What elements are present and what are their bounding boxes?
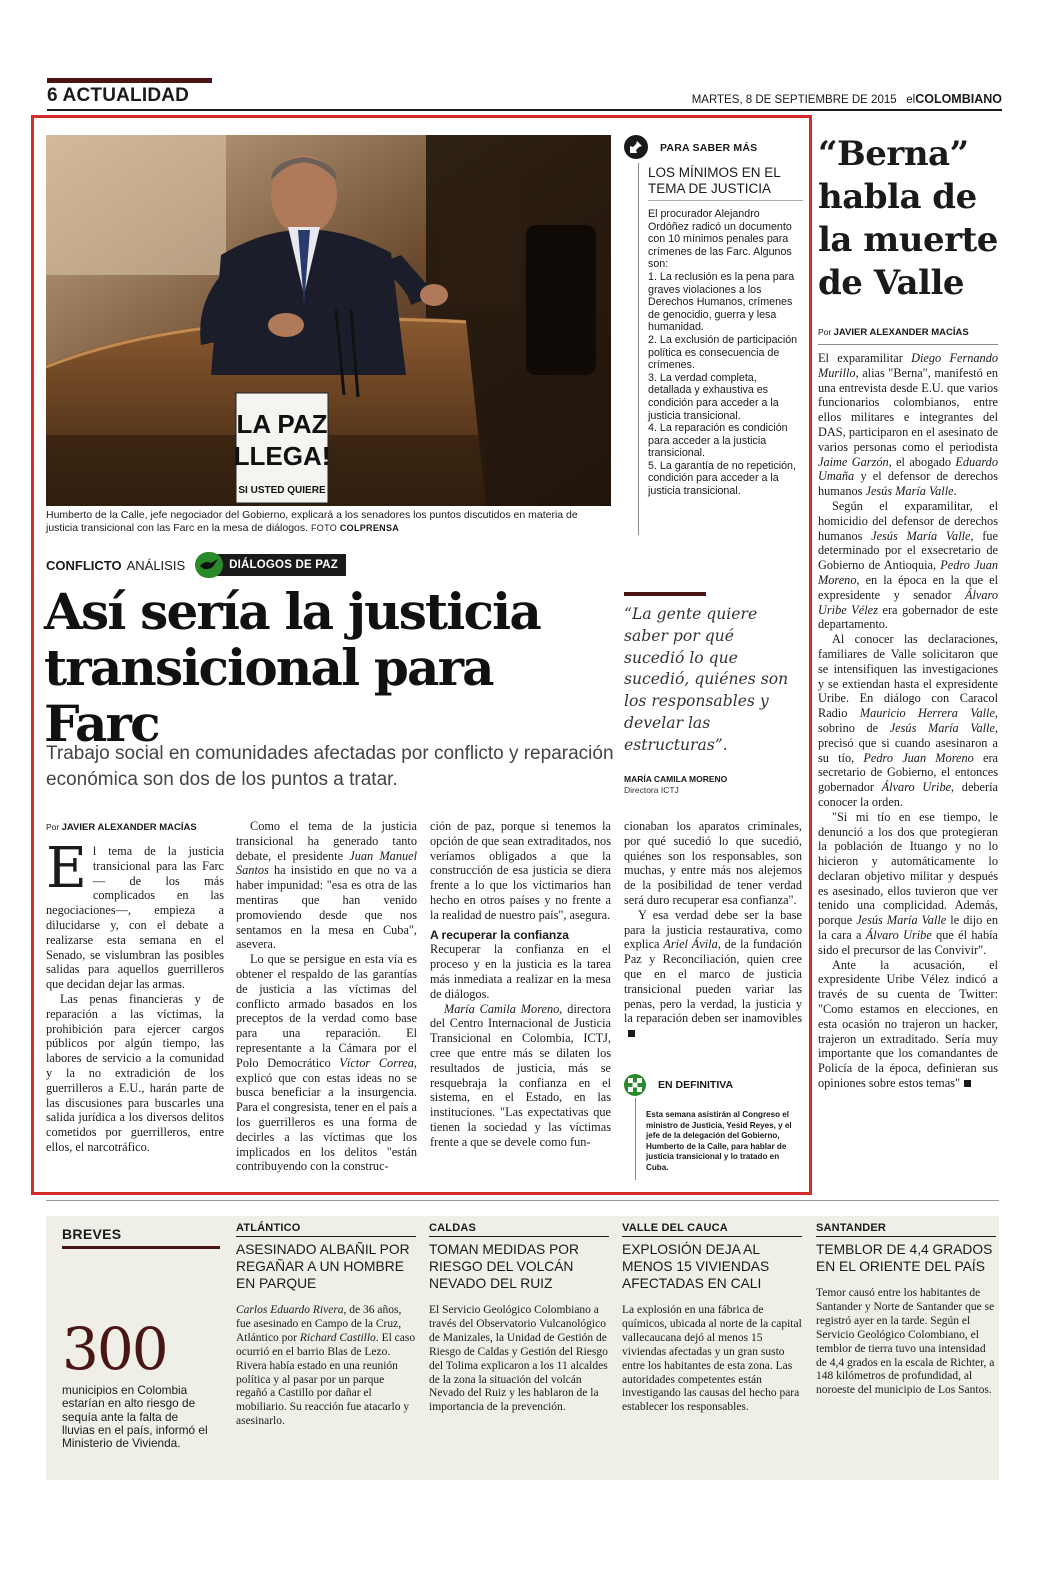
en-definitiva-body: Esta semana asistirán al Congreso el ministro de Justicia, Yesid Reyes, y el jefe de la delegación del Gobierno, Humberto de la Calle, para hablar de justicia transicional y lo tratado en Cuba. [646,1110,792,1172]
list-item: 2. La exclusión de participación política es consecuencia de crímenes. [648,333,798,372]
article-subhead: Trabajo social en comunidades afectadas por conflicto y reparación económica son dos de los puntos a tratar. [46,743,614,790]
breve-body: La explosión en una fábrica de químicos, ubicada al norte de la capital vallecaucana dejó al menos 15 viviendas afectadas y un gran susto entre los habitantes de esta zona. Las autoridades competentes están investigando las causas del hecho para establecer los responsables. [622,1304,802,1414]
breve-caldas [429,1222,609,1415]
photo-caption [46,509,611,535]
article-kicker [46,552,346,578]
kicker-primary: CONFLICTO [46,557,122,573]
breve-title: TEMBLOR DE 4,4 GRADOS EN EL ORIENTE DEL PAÍS [816,1242,993,1274]
photo-credit: FOTO COLPRENSA [310,523,400,533]
en-definitiva-box [624,1074,802,1184]
article-byline: Por JAVIER ALEXANDER MACÍAS [46,822,197,833]
kicker-secondary: ANÁLISIS [126,557,186,573]
breve-rule [429,1236,609,1237]
article-column-4: cionaban los aparatos criminales, por qué sucedió lo que sucedió, quiénes son los responsables, son muchas, y entre más nos alejemos de la posibilidad de tener verdad será duro recuperar esa confianza". Y esa verdad debe ser la base para la justicia restaurativa, como explica Ariel Ávila, de la fundación Paz y Reconciliación, quien cree que en el marco de justicia transicional pueden variar las penas, pero la verdad, la justicia y la reparación deben ser inamovibles [624,819,802,1041]
breve-title: EXPLOSIÓN DEJA AL MENOS 15 VIVIENDAS AFECTADAS EN CALI [622,1242,770,1291]
breve-tag: VALLE DEL CAUCA [622,1222,728,1234]
quote-role: Directora ICTJ [624,785,679,795]
sign-line2: LLEGA! [233,441,331,471]
dropcap: E [46,836,87,901]
subtitle-recuperar-confianza: A recuperar la confianza [430,927,569,942]
article-headline: Así sería la justicia transicional para Farc [44,582,540,753]
sign-line1: LA PAZ [236,409,328,439]
breves-big-note: municipios en Colombia estarían en alto riesgo de sequía ante la falta de lluvias en el país, informó el Ministerio de Vivienda. [62,1383,208,1451]
breves-label: BREVES [62,1226,122,1242]
pin-icon [624,135,648,159]
header-rule [47,109,1002,111]
para-saber-mas-box [624,135,802,537]
photo-illustration [46,135,611,506]
issue-date: MARTES, 8 DE SEPTIEMBRE DE 2015 [691,94,897,106]
berna-rule [818,344,998,345]
list-item: 1. La reclusión es la pena para graves violaciones a los Derechos Humanos, crímenes de genocidio, guerra y lesa humanidad. [648,270,795,334]
breve-body: El Servicio Geológico Colombiano a través del Observatorio Vulcanológico de Manizales, la Unidad de Gestión de Riesgo de Caldas y Gestión del Riesgo del Tolima explicaron a los 11 alcaldes de la zona la situación del volcán Nevado del Ruiz y les hablaron de la importancia de la prevención. [429,1304,608,1414]
list-item: 5. La garantía de no repetición, condición para acceder a la justicia transicional. [648,459,796,498]
box-divider [638,163,639,535]
article-column-2: Como el tema de la justicia transicional ha generado tanto debate, el presidente Juan Manuel Santos ha insistido en que no va a haber impunidad: "esa es otra de las mentiras que han venido promoviendo desde que nos sentamos en la mesa en Cuba", asevera. Lo que se persigue en esta vía es obtener el respaldo de las garantías de justicia a las víctimas del conflicto armado basados en los preceptos de la verdad como base para una reparación. El representante a la Cámara por el Polo Democrático Víctor Correa, explicó que con estas ideas no se busca beneficiar a la insurgencia. Para el congresista, tener en el país a los guerrilleros es una forma de decirles a las víctimas que los implicados en los delitos "están contribuyendo con la construc- [236,819,418,1174]
breve-rule [816,1236,996,1237]
breve-tag: SANTANDER [816,1222,887,1234]
quote-author: MARÍA CAMILA MORENO [624,774,728,784]
brand-prefix: el [906,94,916,106]
para-saber-mas-label: PARA SABER MÁS [660,142,758,154]
breve-tag: CALDAS [429,1222,477,1234]
section-separator [46,1200,999,1201]
breve-title: ASESINADO ALBAÑIL POR REGAÑAR A UN HOMBRE EN PARQUE [236,1242,410,1291]
breve-tag: ATLÁNTICO [236,1222,301,1234]
end-mark-icon [964,1080,971,1087]
quote-accent-bar [624,592,706,596]
caption-text: Humberto de la Calle, jefe negociador del Gobierno, explicará a los senadores los puntos discutidos en materia de justicia transicional con las Farc en la mesa de diálogos. [46,509,578,534]
title-rule [648,200,803,201]
breve-body: Temor causó entre los habitantes de Santander y Norte de Santander que se registró ayer en la tarde. Según el Servicio Geológico Colombiano, el temblor de tierra tuvo una intensidad de 4,4 grados en la escala de Richter, a 148 kilómetros de profundidad, al noroeste del municipio de Los Santos. [816,1287,995,1397]
date-line [692,92,1002,106]
berna-byline: Por JAVIER ALEXANDER MACÍAS [818,327,969,338]
berna-headline: “Berna” habla de la muerte de Valle [818,134,998,303]
breve-rule [622,1236,802,1237]
checker-icon [624,1074,646,1096]
box-divider [635,1098,636,1180]
para-saber-mas-title: LOS MÍNIMOS EN EL TEMA DE JUSTICIA [648,165,781,196]
page-header [47,78,1002,112]
breve-title: TOMAN MEDIDAS POR RIESGO DEL VOLCÁN NEVADO DEL RUIZ [429,1242,579,1291]
breve-rule [236,1236,416,1237]
berna-article-body: El exparamilitar Diego Fernando Murillo, alias "Berna", manifestó en una entrevista desde E.U. que varios funcionarios colombianos, entre ellos militares e integrantes del DAS, participaron en el asesinato de varios personas como el periodista Jaime Garzón, el abogado Eduardo Umaña y el defensor de derechos humanos Jesús María Valle. Según el exparamilitar, el homicidio del defensor de derechos humanos Jesús María Valle, fue determinado por el exsecretario de Gobierno de Antioquia, Pedro Juan Moreno, en la época en la que el expresidente y senador Álvaro Uribe Vélez era gobernador de este departamento. Al conocer las declaraciones, familiares de Valle solicitaron que se intensifiquen las investigaciones y se extiendan hasta el expresidente Uribe. En diálogo con Caracol Radio Mauricio Herrera Valle, sobrino de Jesús María Valle, precisó que si cuando asesinaron a su tío, Pedro Juan Moreno era secretario de Gobierno, el entonces gobernador Álvaro Uribe, debería conocer la orden. "Si mi tío en ese tiempo, le denunció a los dos que protegieran la población de Ituango y no lo hicieron y automáticamente lo declaran objetivo militar y después es asesinado, ellos tuvieron que ver tenido una complicidad. Además, porque Jesús María Valle le dijo en la cara a Álvaro Uribe que él había sido el precursor de las Convivir". Ante la acusación, el expresidente Uribe Vélez indicó a través de su cuenta de Twitter: "Como estamos en elecciones, en esta ocasión no trajeron un hacker, trajeron un extraditado. Sería muy importante que los comandantes de Policía de la época, definieran sus opiniones sobre estos temas" [818,351,999,1091]
sign-line3: SI USTED QUIERE [238,485,326,496]
para-saber-mas-body: El procurador Alejandro Ordóñez radicó un documento con 10 mínimos penales para crímenes de las Farc. Algunos son: 1. La reclusión es la pena para graves violaciones a los Derechos Humanos, crímenes de genocidio, guerra y lesa humanidad. 2. La exclusión de participación política es consecuencia de crímenes. 3. La verdad completa, detallada y exhaustiva es condición para acceder a la justicia transicional. 4. La reparación es condición para acceder a la justicia transicional. 5. La garantía de no repetición, condición para acceder a la justicia transicional. [648,208,803,498]
dialogos-de-paz-badge: DIÁLOGOS DE PAZ [197,554,346,576]
breves-accent-rule [62,1246,220,1249]
breve-atlantico [236,1222,416,1429]
pull-quote: “La gente quiere saber por qué sucedió lo que sucedió, quiénes son los responsables y develar las estructuras”. [624,605,789,754]
list-item: 3. La verdad completa, detallada y exhaustiva es condición para acceder a la justicia transicional. [648,371,779,422]
breves-big-number: 300 [62,1315,167,1383]
article-column-3: ción de paz, porque si tenemos la opción de que sean extraditados, nos veríamos obligados a que la construcción de esa justicia se diera frente a lo que los victimarios han hecho en otros países y no frente a la realidad de nuestro país", asegura. A recuperar la confianza Recuperar la confianza en el proceso y en la justicia es la tarea más inmediata a realizar en la mesa de diálogos. María Camila Moreno, directora del Centro Internacional de Justicia Transicional en Colombia, ICTJ, cree que entre más se dilaten los resultados de justicia, más se resquebraja la confianza en el sistema, en el Estado, en las instituciones. "Las expectativas que tienen la sociedad y las víctimas frente a que se devele como fun- [430,819,611,1149]
en-definitiva-label: EN DEFINITIVA [658,1079,734,1091]
page-section-title: 6 ACTUALIDAD [47,85,190,106]
list-item: 4. La reparación es condición para acceder a la justicia transicional. [648,422,788,460]
dove-icon [195,552,223,578]
header-accent-bar [47,78,212,83]
end-mark-icon [628,1030,635,1037]
breve-valle-del-cauca [622,1222,802,1415]
breve-body: Carlos Eduardo Rivera, de 36 años, fue asesinado en Campo de la Cruz, Atlántico por Richard Castillo. El caso ocurrió en el barrio Blas de Lezo. Rivera había estado en una reunión política y al pasar por un parque regañó a Castillo por dañar el mobiliario. Su reacción fue atacarlo y asesinarlo. [236,1304,416,1428]
main-photo [46,135,611,506]
article-column-1: El tema de la justicia transicional para las Farc— de los más complicados en las negociaciones—, empieza a dilucidarse y, con el debate a realizarse esta semana en el Senado, se vislumbran las posibles salidas para aquellos guerrilleros que decidan dejar las armas. Las penas financieras y de reparación a las víctimas, la prohibición para ejercer cargos públicos por algún tiempo, las labores de servicio a la comunidad y la no extradición de los guerrilleros a E.U., harán parte de las discusiones para buscarles una salida jurídica a los diversos delitos cometidos por guerrilleros, entre ellos, el narcotráfico. [46,836,224,1154]
breve-santander [816,1222,996,1398]
brand-name: COLOMBIANO [915,92,1002,106]
